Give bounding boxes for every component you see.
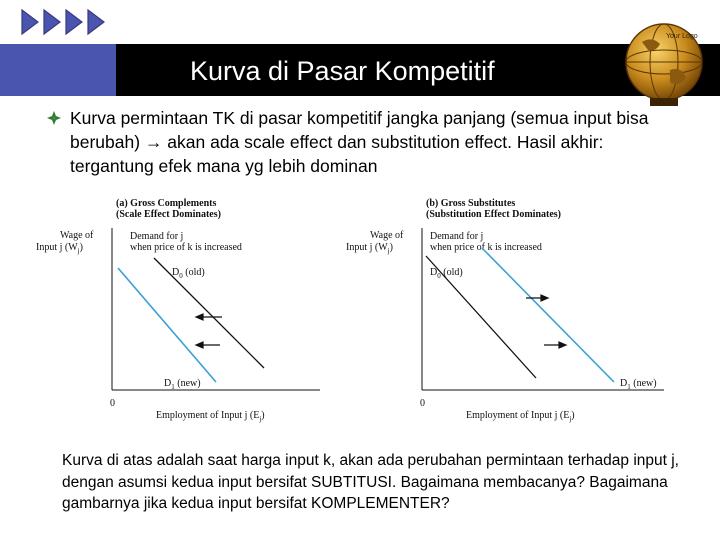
x-axis-label: Employment of Input j $(E_j)$: [466, 410, 575, 423]
d1-label: $D_1$ (new): [620, 378, 657, 391]
diamond-bullet-icon: [46, 110, 62, 126]
shift-left-arrow-bottom: [196, 342, 220, 348]
demand-curve-new: [482, 248, 614, 382]
d0-label: $D_0$ (old): [430, 267, 463, 280]
demand-note-line2: when price of k is increased: [130, 242, 242, 253]
panel-subheading: (Substitution Effect Dominates): [426, 209, 561, 220]
y-axis-label-line2: Input j $(W_j)$: [36, 242, 83, 255]
demand-note-line1: Demand for j: [430, 231, 484, 242]
shift-right-arrow-bottom: [544, 342, 566, 348]
demand-note-line2: when price of k is increased: [430, 242, 542, 253]
logo-text: Your Logo: [666, 33, 698, 40]
d1-label: $D_1$ (new): [164, 378, 201, 391]
caption-text: Kurva di atas adalah saat harga input k, akan ada perubahan permintaan terhadap input j, dengan asumsi kedua input bersifat SUBTITUSI. Bagaimana membacanya? Bagaimana gambarnya jika kedua input bersifat KOMPLEMENTER?: [62, 452, 679, 512]
demand-curve-new: [118, 268, 216, 382]
d0-label: $D_0$ (old): [172, 267, 205, 280]
globe-logo-icon: [620, 18, 708, 110]
panel-heading: (b) Gross Substitutes: [426, 198, 516, 209]
bullet-text: Kurva permintaan TK di pasar kompetitif jangka panjang (semua input bisa berubah) → akan ada scale effect dan substitution effect. Hasil akhir: tergantung efek mana yg lebih dominan: [70, 108, 649, 176]
origin-label: 0: [420, 398, 425, 409]
y-axis-label-line1: Wage of: [60, 230, 94, 241]
demand-curve-old: [154, 258, 264, 368]
panel-subheading: (Scale Effect Dominates): [116, 209, 221, 220]
panel-heading: (a) Gross Complements: [116, 198, 217, 209]
diagram-gross-substitutes: [346, 196, 657, 426]
origin-label: 0: [110, 398, 115, 409]
y-axis-label-line1: Wage of: [370, 230, 404, 241]
diagram-gross-complements: [36, 196, 336, 426]
x-axis-label: Employment of Input j $(E_j)$: [156, 410, 265, 423]
nav-arrows-decoration: [0, 0, 116, 44]
y-axis-label-line2: Input j $(W_j)$: [346, 242, 393, 255]
slide-title: Kurva di Pasar Kompetitif: [190, 56, 495, 86]
demand-note-line1: Demand for j: [130, 231, 184, 242]
shift-left-arrow-top: [196, 314, 222, 320]
title-accent-block: [0, 44, 116, 96]
